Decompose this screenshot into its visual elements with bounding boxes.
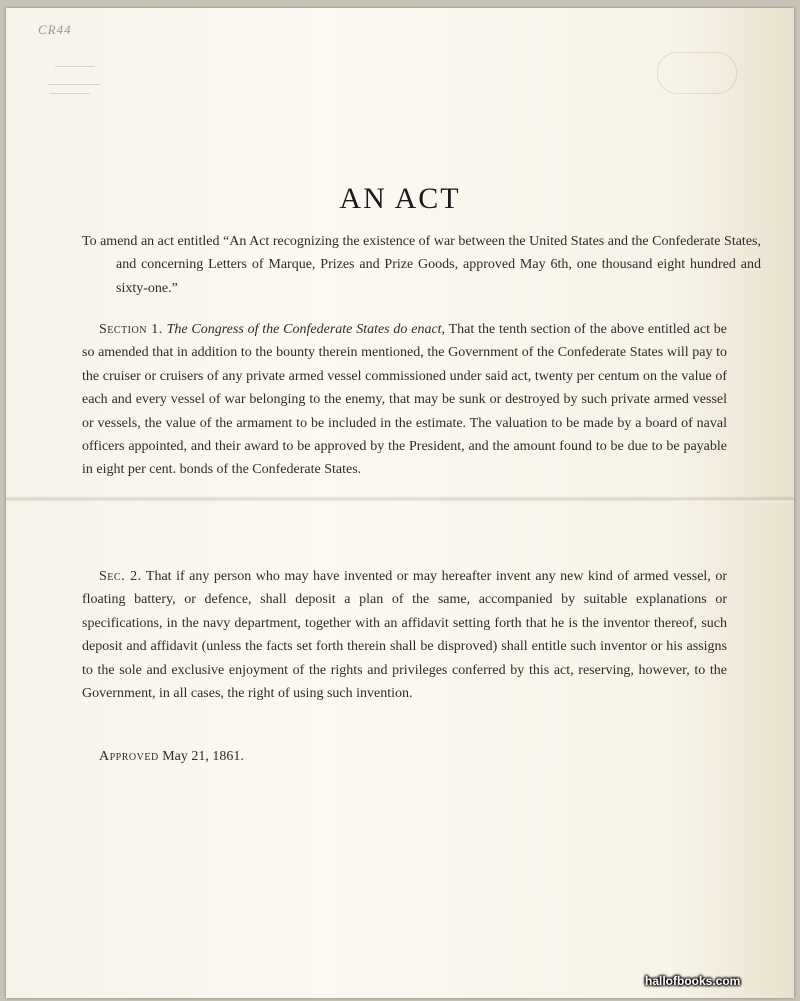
page-fold-crease [6,496,794,502]
faint-mark [48,84,100,85]
section-2-paragraph [82,565,727,705]
faint-stamp [657,52,737,94]
section-2-text: That if any person who may have invented or may hereafter invent any new kind of armed vessel, or floating battery, or defence, shall deposit a plan of the same, accompanied by suitable explanations or specifications, in the navy department, together with an affidavit setting forth that he is the inventor thereof, such deposit and affidavit (unless the facts set forth therein shall be disproved) shall entitle such inventor or his assigns to the sole and exclusive enjoyment of the rights and privileges conferred by this act, reserving, however, to the Government, in all cases, the right of using such invention. [82,569,727,702]
faint-mark [55,66,95,67]
approval-label: Approved [99,749,159,764]
approval-date: May 21, 1861. [162,749,244,764]
section-1-label: Section 1. [99,322,163,337]
section-2-label: Sec. 2. [99,569,142,584]
document-page [6,8,794,998]
section-1-text: That the tenth section of the above entitled act be so amended that in addition to the bounty therein mentioned, the Government of the Confederate States will pay to the cruiser or cruisers of any private armed vessel commissioned under said act, twenty per centum on the value of each and every vessel of war belonging to the enemy, that may be sunk or destroyed by such private armed vessel or vessels, the value of the armament to be included in the estimate. The valuation to be made by a board of naval officers appointed, and their award to be approved by the President, and the amount found to be due to be payable in eight per cent. bonds of the Confederate States. [82,322,728,478]
preamble-paragraph: To amend an act entitled “An Act recognizing the existence of war between the United States and the Confederate States, and concerning Letters of Marque, Prizes and Prize Goods, approved May 6th, one thousand eight hundred and sixty-one.” [82,234,761,296]
document-title: AN ACT [339,182,461,215]
approval-line [99,749,244,765]
site-watermark: hallofbooks.com [645,974,741,988]
faint-mark [50,93,90,94]
pencil-annotation: CR44 [38,22,72,37]
enacting-clause: The Congress of the Confederate States do enact, [166,322,446,337]
section-1-paragraph [82,318,727,482]
